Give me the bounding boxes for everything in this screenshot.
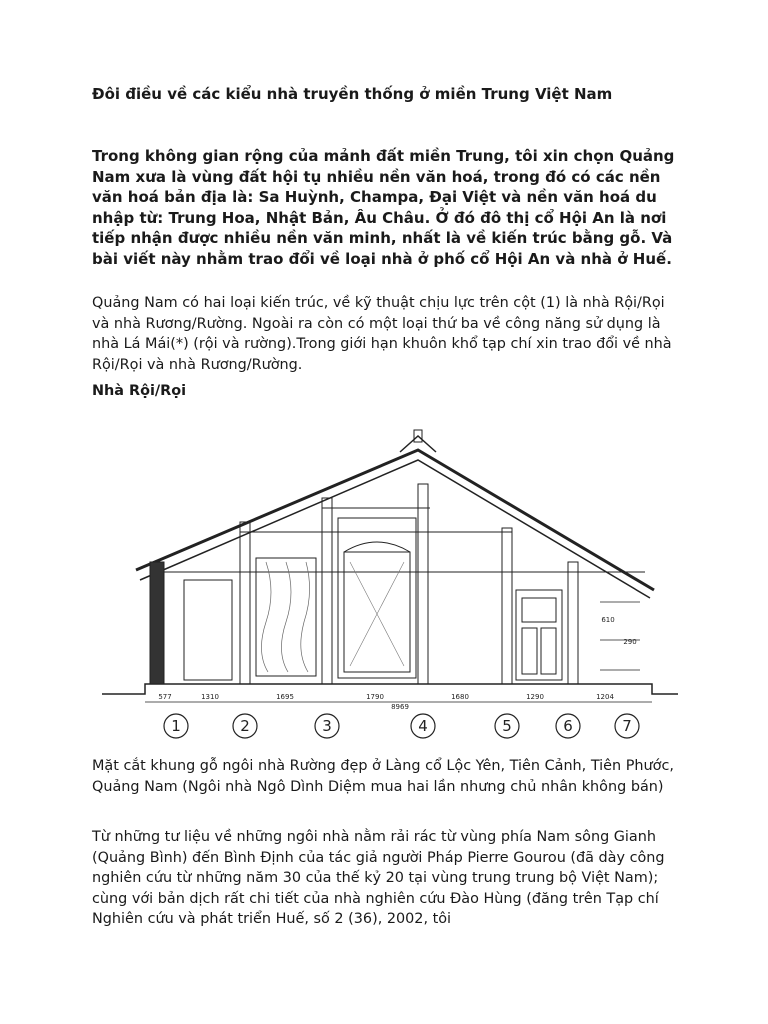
dimension-label: 1790 — [366, 693, 384, 701]
intro-paragraph: Trong không gian rộng của mảnh đất miền Trung, tôi xin chọn Quảng Nam xưa là vùng đất hội tụ nhiều nền văn hoá, trong đó có các nền văn hoá bản địa là: Sa Huỳnh, Champa, Đại Việt và nền văn hoá du nhập từ: Trung Hoa, Nhật Bản, Âu Châu. Ở đó đô thị cổ Hội An là nơi tiếp nhận được nhiều nền văn minh, nhất là về kiến trúc bằng gỗ. Và bài viết này nhằm trao đổi về loại nhà ở phố cổ Hội An và nhà ở Huế. — [92, 147, 675, 268]
axis-marker: 5 — [502, 717, 512, 735]
dimension-label: 1290 — [526, 693, 544, 701]
body-paragraph-2: Từ những tư liệu về những ngôi nhà nằm rải rác từ vùng phía Nam sông Gianh (Quảng Bình) đến Bình Định của tác giả người Pháp Pierre Gourou (đã dày công nghiên cứu từ những năm 30 của thế kỷ 20 tại vùng trung trung bộ Việt Nam); cùng với bản dịch rất chi tiết của nhà nghiên cứu Đào Hùng (đăng trên Tạp chí Nghiên cứu và phát triển Huế, số 2 (36), 2002, tôi — [92, 829, 665, 927]
axis-marker: 4 — [418, 717, 428, 735]
total-dimension-label: 8969 — [391, 703, 409, 711]
dimension-label: 1695 — [276, 693, 294, 701]
axis-marker: 7 — [622, 717, 632, 735]
side-dimension-label: 290 — [623, 638, 637, 646]
dimension-label: 1680 — [451, 693, 469, 701]
section-heading: Nhà Rội/Rọi — [92, 383, 187, 399]
side-dimension-label: 610 — [601, 616, 615, 624]
figure-caption: Mặt cắt khung gỗ ngôi nhà Rường đẹp ở Làng cổ Lộc Yên, Tiên Cảnh, Tiên Phước, Quảng Nam (Ngôi nhà Ngô Dình Diệm mua hai lần nhưng chủ nhân không bán) — [92, 758, 674, 795]
document-title: Đôi điều về các kiểu nhà truyền thống ở miền Trung Việt Nam — [92, 85, 613, 103]
dimension-label: 577 — [158, 693, 172, 701]
axis-marker: 1 — [171, 717, 181, 735]
body-paragraph-1: Quảng Nam có hai loại kiến trúc, về kỹ thuật chịu lực trên cột (1) là nhà Rội/Rọi và nhà Rương/Rường. Ngoài ra còn có một loại thứ ba về công năng sử dụng là nhà Lá Mái(*) (rội và rường).Trong giới hạn khuôn khổ tạp chí xin trao đổi về nhà Rội/Rọi và nhà Rương/Rường. — [92, 295, 672, 373]
house-section-drawing — [100, 422, 680, 740]
axis-marker: 6 — [563, 717, 573, 735]
axis-marker: 3 — [322, 717, 332, 735]
dimension-label: 1310 — [201, 693, 219, 701]
axis-marker: 2 — [240, 717, 250, 735]
dimension-label: 1204 — [596, 693, 614, 701]
